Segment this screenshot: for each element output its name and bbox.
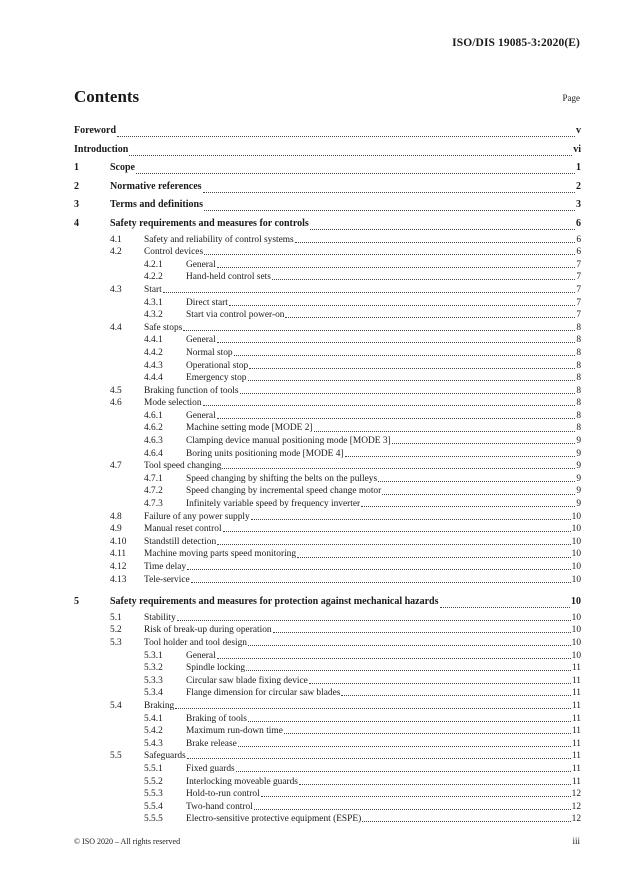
toc-entry-title: Direct start <box>186 297 228 308</box>
toc-entry-title: Speed changing by incremental speed change motor <box>186 486 382 497</box>
toc-entry-page: 11 <box>571 663 581 674</box>
toc-entry-page: 9 <box>576 473 581 484</box>
dot-leader <box>261 788 571 797</box>
toc-entry[interactable] <box>74 234 581 247</box>
dot-leader <box>204 246 575 255</box>
toc-entry-number: 4.8 <box>110 511 122 522</box>
toc-entry-page: 9 <box>576 499 581 510</box>
dot-leader <box>217 536 570 545</box>
toc-entry-title: Safety requirements and measures for controls <box>110 217 309 229</box>
dot-leader <box>248 637 571 646</box>
toc-entry-page: 7 <box>576 284 581 295</box>
toc-entry-title: Terms and definitions <box>110 199 203 211</box>
toc-entry[interactable] <box>74 360 581 373</box>
toc-entry-page: 10 <box>571 625 581 636</box>
toc-entry-page: 6 <box>576 247 581 258</box>
dot-leader <box>361 498 575 507</box>
dot-leader <box>299 776 571 785</box>
toc-entry-number: 5.1 <box>110 612 122 623</box>
toc-entry-number: 4.11 <box>110 549 127 560</box>
toc-entry[interactable] <box>74 700 581 713</box>
toc-entry-title: Braking of tools <box>186 713 247 724</box>
toc-entry-page: 10 <box>571 511 581 522</box>
toc-entry-title: Normative references <box>110 180 202 192</box>
toc-entry[interactable] <box>74 309 581 322</box>
toc-entry-page: 6 <box>576 234 581 245</box>
toc-entry[interactable] <box>74 763 581 776</box>
toc-entry-title: Braking function of tools <box>144 385 239 396</box>
toc-entry-title: Tool speed changing <box>144 461 222 472</box>
toc-entry-page: 7 <box>576 297 581 308</box>
toc-entry[interactable] <box>74 460 581 473</box>
dot-leader <box>187 561 571 570</box>
toc-entry-title: Failure of any power supply <box>144 511 250 522</box>
dot-leader <box>187 750 571 759</box>
dot-leader <box>217 259 576 268</box>
toc-entry-page: 11 <box>571 675 581 686</box>
toc-entry-title: Operational stop <box>186 360 249 371</box>
toc-entry-title: Foreword <box>74 125 117 136</box>
toc-entry-title: Safety requirements and measures for protection against mechanical hazards <box>110 596 439 608</box>
toc-entry-number: 5.5.1 <box>144 763 163 774</box>
toc-entry[interactable] <box>74 574 581 587</box>
toc-entry-number: 4.4.4 <box>144 373 163 384</box>
dot-leader <box>392 435 576 444</box>
toc-entry-number: 4 <box>74 217 79 229</box>
toc-entry-title: Flange dimension for circular saw blades <box>186 688 341 699</box>
toc-entry-title: Introduction <box>74 143 129 155</box>
dot-leader <box>175 700 571 709</box>
toc-entry[interactable] <box>74 448 581 461</box>
toc-entry[interactable] <box>74 334 581 347</box>
dot-leader <box>217 410 576 419</box>
toc-entry-title: Spindle locking <box>186 663 246 674</box>
dot-leader <box>248 372 576 381</box>
toc-entry-number: 5.5.5 <box>144 814 163 825</box>
toc-entry-title: Start <box>144 284 162 295</box>
toc-entry-title: General <box>186 335 216 346</box>
copyright-notice: © ISO 2020 – All rights reserved <box>74 837 181 846</box>
dot-leader <box>234 347 576 356</box>
dot-leader <box>163 284 576 293</box>
toc-entry-title: Emergency stop <box>186 373 247 384</box>
toc-entry[interactable] <box>74 159 581 178</box>
toc-entry-number: 4.9 <box>110 524 122 535</box>
toc-entry-number: 4.12 <box>110 562 127 572</box>
toc-entry-title: Control devices <box>144 247 204 258</box>
toc-entry[interactable] <box>74 196 581 215</box>
toc-entry[interactable] <box>74 511 581 524</box>
toc-entry-page: 9 <box>576 486 581 497</box>
toc-entry-number: 4.13 <box>110 574 127 585</box>
toc-entry-title: Stability <box>144 612 176 623</box>
toc-entry-number: 4.7.2 <box>144 486 163 497</box>
toc-entry-page: 10 <box>571 524 581 535</box>
toc-entry[interactable] <box>74 397 581 410</box>
toc-entry-page: 7 <box>576 310 581 321</box>
dot-leader <box>273 624 571 633</box>
toc-entry-page: 11 <box>571 726 581 737</box>
toc-entry-page: 12 <box>571 814 581 825</box>
toc-entry-page: 8 <box>576 423 581 434</box>
toc-entry[interactable] <box>74 473 581 486</box>
toc-entry[interactable] <box>74 675 581 688</box>
toc-entry-title: Start via control power-on <box>186 310 285 321</box>
toc-entry-title: Manual reset control <box>144 524 222 535</box>
toc-entry-title: Hold-to-run control <box>186 789 260 800</box>
toc-entry[interactable] <box>74 725 581 738</box>
toc-entry-page: 12 <box>571 801 581 812</box>
toc-entry-number: 5.5.3 <box>144 789 163 800</box>
toc-entry-page: 11 <box>571 700 581 711</box>
toc-entry-page: 3 <box>576 199 581 211</box>
toc-entry-number: 4.6.4 <box>144 448 163 459</box>
toc-entry-title: Scope <box>110 162 135 174</box>
toc-entry-page: 10 <box>571 637 581 648</box>
toc-entry-page: 12 <box>571 789 581 800</box>
toc-entry[interactable] <box>74 788 581 801</box>
toc-entry-page: 9 <box>576 448 581 459</box>
toc-entry[interactable] <box>74 385 581 398</box>
dot-leader <box>362 813 570 822</box>
page-column-label: Page <box>562 93 580 103</box>
toc-entry-page: vi <box>573 143 581 155</box>
dot-leader <box>236 763 571 772</box>
toc-entry[interactable] <box>74 624 581 637</box>
toc-entry-page: 10 <box>571 650 581 661</box>
dot-leader <box>309 675 571 684</box>
dot-leader <box>345 448 576 457</box>
dot-leader <box>341 687 571 696</box>
dot-leader <box>246 662 571 671</box>
toc-entry[interactable] <box>74 422 581 435</box>
toc-entry-page: 11 <box>571 751 581 762</box>
dot-leader <box>217 650 571 659</box>
toc-entry-page: 7 <box>576 272 581 283</box>
toc-entry[interactable] <box>74 122 581 141</box>
dot-leader <box>248 713 571 722</box>
toc-entry-number: 4.6.2 <box>144 423 163 434</box>
toc-entry-page: 8 <box>576 322 581 333</box>
toc-entry-page: 8 <box>576 410 581 421</box>
dot-leader <box>249 360 575 369</box>
toc-entry-page: 6 <box>576 217 581 229</box>
toc-entry-title: Brake release <box>186 738 237 749</box>
toc-entry-number: 4.1 <box>110 234 122 245</box>
dot-leader <box>295 234 576 243</box>
toc-entry-number: 4.3.1 <box>144 297 163 308</box>
toc-entry-title: Infinitely variable speed by frequency inverter <box>186 499 361 510</box>
toc-entry[interactable] <box>74 713 581 726</box>
toc-entry-title: Clamping device manual positioning mode [MODE 3] <box>186 436 391 447</box>
toc-entry-number: 5.2 <box>110 625 122 636</box>
toc-entry-number: 5.5.4 <box>144 801 163 812</box>
toc-entry-number: 5.5 <box>110 751 122 762</box>
dot-leader <box>440 593 570 608</box>
dot-leader <box>284 725 571 734</box>
toc-entry[interactable] <box>74 650 581 663</box>
toc-entry-page: 8 <box>576 347 581 358</box>
document-id: ISO/DIS 19085-3:2020(E) <box>452 37 580 49</box>
toc-entry[interactable] <box>74 548 581 561</box>
toc-entry-title: Braking <box>144 700 175 711</box>
dot-leader <box>204 196 575 211</box>
toc-entry[interactable] <box>74 776 581 789</box>
dot-leader <box>310 215 575 230</box>
toc-entry-number: 4.10 <box>110 536 127 547</box>
toc-entry[interactable] <box>74 738 581 751</box>
toc-entry-page: 11 <box>571 763 581 774</box>
toc-entry-page: 10 <box>571 596 581 608</box>
toc-entry-page: 2 <box>576 180 581 192</box>
toc-entry-title: General <box>186 650 216 661</box>
dot-leader <box>297 548 571 557</box>
dot-leader <box>191 574 571 583</box>
toc-entry[interactable] <box>74 662 581 675</box>
toc-entry-number: 5.4.3 <box>144 738 163 749</box>
toc-entry-number: 5.3.3 <box>144 675 163 686</box>
toc-entry[interactable] <box>74 246 581 259</box>
dot-leader <box>222 460 575 469</box>
toc-entry-number: 5.3.1 <box>144 650 163 661</box>
toc-entry-number: 4.6.1 <box>144 410 163 421</box>
toc-entry-page: 10 <box>571 549 581 560</box>
toc-entry-number: 4.4 <box>110 322 122 333</box>
toc-entry-page: 11 <box>571 713 581 724</box>
toc-entry[interactable] <box>74 750 581 763</box>
toc-entry-number: 4.5 <box>110 385 122 396</box>
toc-entry[interactable] <box>74 813 581 826</box>
dot-leader <box>382 485 575 494</box>
toc-entry-title: Hand-held control sets <box>186 272 271 283</box>
toc-entry-page: 8 <box>576 373 581 384</box>
toc-entry-number: 4.7 <box>110 461 122 472</box>
toc-entry-page: 8 <box>576 360 581 371</box>
toc-entry-title: Normal stop <box>186 347 233 358</box>
toc-entry-number: 5.4 <box>110 700 122 711</box>
dot-leader <box>223 523 571 532</box>
toc-entry-page: 9 <box>576 461 581 472</box>
toc-entry[interactable] <box>74 322 581 335</box>
toc-entry-number: 5.3.2 <box>144 663 163 674</box>
toc-entry-number: 5 <box>74 596 79 608</box>
contents-title: Contents <box>74 87 140 106</box>
toc-entry-title: Maximum run-down time <box>186 726 283 737</box>
dot-leader <box>177 612 571 621</box>
dot-leader <box>217 334 576 343</box>
toc-entry-title: Safeguards <box>144 751 186 762</box>
toc-entry-title: Interlocking moveable guards <box>186 776 298 787</box>
toc-entry-title: Two-hand control <box>186 801 253 812</box>
toc-entry[interactable] <box>74 347 581 360</box>
toc-entry-page: 11 <box>571 776 581 787</box>
toc-entry-page: 10 <box>571 536 581 547</box>
toc-entry-number: 5.5.2 <box>144 776 163 787</box>
dot-leader <box>254 801 571 810</box>
toc-entry[interactable] <box>74 284 581 297</box>
toc-entry-number: 4.2.1 <box>144 259 163 270</box>
dot-leader <box>240 385 576 394</box>
toc-entry-page: 10 <box>571 574 581 585</box>
toc-entry-title: Tool holder and tool design <box>144 637 247 648</box>
toc-entry[interactable] <box>74 523 581 536</box>
toc-entry-page: 10 <box>571 562 581 572</box>
toc-entry-number: 4.3 <box>110 284 122 295</box>
dot-leader <box>314 422 576 431</box>
toc-entry-number: 2 <box>74 180 79 192</box>
toc-entry[interactable] <box>74 297 581 310</box>
toc-entry-page: 8 <box>576 398 581 409</box>
toc-entry-number: 4.2.2 <box>144 272 163 283</box>
table-of-contents <box>74 122 581 826</box>
toc-entry-title: Mode selection <box>144 398 202 409</box>
dot-leader <box>285 309 575 318</box>
dot-leader <box>229 297 575 306</box>
toc-entry-number: 4.2 <box>110 247 122 258</box>
toc-entry[interactable] <box>74 259 581 272</box>
toc-entry[interactable] <box>74 410 581 423</box>
toc-entry-title: Tele-service <box>144 574 190 585</box>
toc-entry-title: Boring units positioning mode [MODE 4] <box>186 448 344 459</box>
toc-entry[interactable] <box>74 435 581 448</box>
toc-entry-title: Standstill detection <box>144 536 217 547</box>
toc-entry-title: Safe stops <box>144 322 183 333</box>
toc-entry-title: Speed changing by shifting the belts on the pulleys <box>186 473 378 484</box>
dot-leader <box>251 511 571 520</box>
toc-entry-page: 7 <box>576 259 581 270</box>
dot-leader <box>183 322 575 331</box>
dot-leader <box>129 141 572 156</box>
toc-entry[interactable] <box>74 485 581 498</box>
toc-entry-number: 4.4.1 <box>144 335 163 346</box>
toc-entry-page: 1 <box>576 162 581 174</box>
toc-entry-title: General <box>186 259 216 270</box>
toc-entry-title: Electro-sensitive protective equipment (ESPE) <box>186 814 362 825</box>
toc-entry[interactable] <box>74 372 581 385</box>
toc-entry-number: 5.3.4 <box>144 688 163 699</box>
toc-entry-number: 4.7.1 <box>144 473 163 484</box>
toc-entry[interactable] <box>74 498 581 511</box>
toc-entry-number: 4.7.3 <box>144 499 163 510</box>
toc-entry-title: Machine moving parts speed monitoring <box>144 549 297 560</box>
dot-leader <box>203 178 575 193</box>
toc-entry-number: 5.3 <box>110 637 122 648</box>
toc-entry-number: 5.4.1 <box>144 713 163 724</box>
toc-entry[interactable] <box>74 141 581 160</box>
toc-entry[interactable] <box>74 178 581 197</box>
dot-leader <box>238 738 571 747</box>
toc-entry[interactable] <box>74 687 581 700</box>
toc-entry-title: Time delay <box>144 562 187 572</box>
toc-entry-number: 4.4.2 <box>144 347 163 358</box>
toc-entry-title: Fixed guards <box>186 763 235 774</box>
toc-entry-title: Machine setting mode [MODE 2] <box>186 423 313 434</box>
toc-entry-page: 10 <box>571 612 581 623</box>
toc-entry-page: 11 <box>571 688 581 699</box>
toc-entry[interactable] <box>74 215 581 234</box>
toc-entry[interactable] <box>74 801 581 814</box>
page-number: iii <box>572 836 580 846</box>
toc-entry[interactable] <box>74 536 581 549</box>
toc-entry[interactable] <box>74 593 581 612</box>
toc-entry[interactable] <box>74 637 581 650</box>
toc-entry-title: Safety and reliability of control systems <box>144 234 294 245</box>
toc-entry[interactable] <box>74 612 581 625</box>
toc-entry[interactable] <box>74 561 581 574</box>
dot-leader <box>117 122 575 137</box>
toc-entry-page: 8 <box>576 385 581 396</box>
toc-entry-number: 1 <box>74 162 79 174</box>
toc-entry-title: General <box>186 410 216 421</box>
toc-entry-number: 4.6.3 <box>144 436 163 447</box>
toc-entry-number: 4.4.3 <box>144 360 163 371</box>
dot-leader <box>136 159 575 174</box>
toc-entry-page: 8 <box>576 335 581 346</box>
dot-leader <box>378 473 575 482</box>
toc-entry-number: 4.6 <box>110 398 122 409</box>
dot-leader <box>203 397 576 406</box>
toc-entry-number: 3 <box>74 199 79 211</box>
toc-entry-number: 4.3.2 <box>144 310 163 321</box>
toc-entry-title: Circular saw blade fixing device <box>186 675 308 686</box>
toc-entry-page: v <box>576 125 581 136</box>
toc-entry-title: Risk of break-up during operation <box>144 625 272 636</box>
toc-entry[interactable] <box>74 271 581 284</box>
dot-leader <box>272 271 575 280</box>
toc-entry-page: 11 <box>571 738 581 749</box>
toc-entry-page: 9 <box>576 436 581 447</box>
toc-entry-number: 5.4.2 <box>144 726 163 737</box>
